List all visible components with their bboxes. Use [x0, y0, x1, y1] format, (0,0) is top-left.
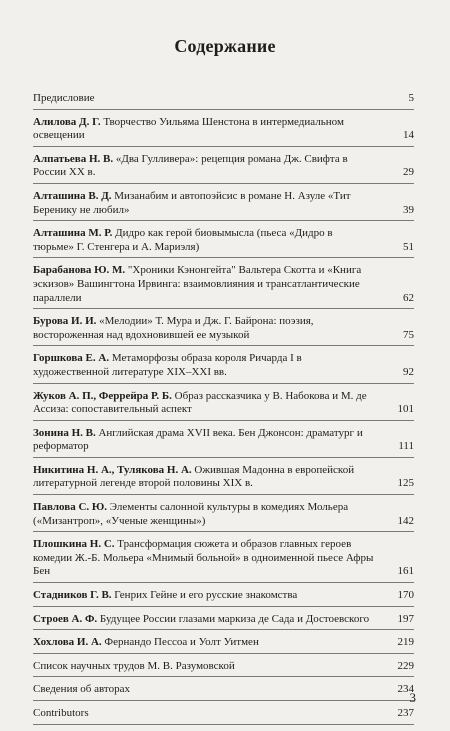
toc-entry-title: Мизанабим и автопоэйсис в романе Н. Азуле «Тит Беренику не любил» — [33, 189, 351, 216]
toc-entry-author: Строев А. Ф. — [33, 612, 98, 625]
toc-entry-page: 75 — [403, 328, 414, 341]
toc-entry-page: 237 — [397, 707, 414, 719]
divider — [33, 582, 414, 583]
toc-entry — [33, 464, 414, 491]
divider — [33, 629, 414, 630]
toc-entry-page: 51 — [403, 240, 414, 253]
toc-entry-page: 197 — [397, 612, 414, 625]
toc-entry — [33, 227, 414, 254]
toc-entry-title: Предисловие — [33, 92, 95, 104]
toc-entry-text — [33, 427, 414, 454]
toc-entry-text — [33, 636, 414, 650]
divider — [33, 220, 414, 221]
toc-entry-author: Алташина М. Р. — [33, 227, 113, 240]
divider — [33, 345, 414, 346]
page-title: Содержание — [174, 36, 276, 56]
divider — [33, 606, 414, 607]
toc-entry-text — [33, 660, 414, 674]
toc-entry-page: 101 — [397, 403, 414, 416]
toc-entry-title: Contributors — [33, 707, 89, 719]
toc-entry — [33, 683, 414, 697]
toc-entry-title: Сведения об авторах — [33, 683, 130, 696]
toc-entry — [33, 352, 414, 379]
divider — [33, 257, 414, 258]
toc-entry-page: 125 — [397, 477, 414, 490]
toc-entry-author: Плошкина Н. С. — [33, 538, 115, 551]
toc-entry-title: "Хроники Кэнонгейта" Вальтера Скотта и «Книга эскизов» Вашингтона Ирвинга: взаимовлияния и трансатлантические параллели — [33, 264, 362, 304]
toc-entry-text — [33, 464, 414, 491]
toc-entry-author: Зонина Н. В. — [33, 426, 96, 439]
toc-entry-page: 111 — [398, 440, 414, 453]
toc-entry-text — [33, 501, 414, 528]
toc-entry-author: Алпатьева Н. В. — [33, 152, 114, 165]
toc-entry-title: Фернандо Пессоа и Уолт Уитмен — [104, 636, 259, 649]
toc-entry-page: 142 — [397, 514, 414, 527]
toc-entry — [33, 92, 414, 106]
toc-entry-author: Никитина Н. А., Тулякова Н. А. — [33, 463, 192, 476]
toc-entry-author: Жуков А. П., Феррейра Р. Б. — [33, 389, 172, 402]
toc-entry — [33, 707, 414, 721]
toc-entry-page: 29 — [403, 166, 414, 179]
divider — [33, 653, 414, 654]
toc-entry-page: 5 — [408, 92, 414, 104]
toc-entry-text — [33, 589, 414, 603]
toc-entry-title: Дидро как герой биовымысла (пьеса «Дидро в тюрьме» Г. Стенгера и А. Мариэля) — [33, 227, 333, 253]
divider — [33, 109, 414, 110]
toc-entry-page: 234 — [397, 683, 414, 696]
toc-entry-page: 39 — [403, 203, 414, 216]
toc-entry-text — [33, 116, 414, 143]
toc-entry-title: Будущее России глазами маркиза де Сада и Достоевского — [99, 612, 370, 625]
toc-entry-author: Хохлова И. А. — [33, 636, 102, 649]
toc-entry-page: 92 — [403, 365, 414, 378]
toc-entry — [33, 501, 414, 528]
toc-entry-text — [33, 153, 414, 180]
toc-entry-author: Барабанова Ю. М. — [33, 264, 126, 277]
divider — [33, 183, 414, 184]
toc-entry-author: Алилова Д. Г. — [33, 115, 101, 128]
toc-entry-title: Ожившая Мадонна в европейской литературной легенде второй половины XIX в. — [33, 463, 355, 490]
toc-entry-title: Образ рассказчика у В. Набокова и М. де Ассиза: сопоставительный аспект — [33, 389, 367, 416]
toc-entry-text — [33, 683, 414, 697]
toc-entry — [33, 153, 414, 180]
divider — [33, 724, 414, 725]
toc-entry-title: «Мелодии» Т. Мура и Дж. Г. Байрона: поэзия, востороженная над вдохновившей ее музыкой — [33, 315, 314, 341]
divider — [33, 308, 414, 309]
toc-entry — [33, 538, 414, 579]
divider — [33, 383, 414, 384]
toc-entry-title: Трансформация сюжета и образов главных героев комедии Ж.-Б. Мольера «Мнимый больной» в одноименной пьесе Афры Бен — [33, 538, 374, 578]
toc-entry-page: 161 — [397, 565, 414, 578]
toc-entry-text — [33, 613, 414, 627]
divider — [33, 457, 414, 458]
toc-entry-author: Павлова С. Ю. — [33, 501, 108, 514]
toc-entry-text — [33, 707, 414, 721]
toc-entry-page: 170 — [397, 589, 414, 602]
toc-entry-text — [33, 352, 414, 379]
toc-entry-title: Английская драма XVII века. Бен Джонсон: драматург и реформатор — [33, 426, 363, 453]
toc-entry-text — [33, 227, 414, 254]
toc-entry-page: 219 — [397, 636, 414, 649]
toc-entry-author: Стадников Г. В. — [33, 589, 112, 602]
table-of-contents — [33, 92, 414, 731]
toc-entry — [33, 636, 414, 650]
divider — [33, 420, 414, 421]
toc-entry-text — [33, 264, 414, 305]
divider — [33, 494, 414, 495]
toc-entry-title: «Два Гулливера»: рецепция романа Дж. Свифта в России XX в. — [33, 152, 348, 179]
toc-entry-page: 229 — [397, 659, 414, 672]
toc-entry — [33, 116, 414, 143]
toc-entry — [33, 390, 414, 417]
divider — [33, 700, 414, 701]
page-number: 3 — [409, 690, 416, 705]
toc-entry-text — [33, 390, 414, 417]
toc-entry — [33, 264, 414, 305]
toc-entry — [33, 589, 414, 603]
toc-entry-text — [33, 315, 414, 342]
toc-entry-author: Горшкова Е. А. — [33, 352, 110, 365]
divider — [33, 146, 414, 147]
divider — [33, 531, 414, 532]
toc-entry-title: Генрих Гейне и его русские знакомства — [114, 589, 298, 602]
toc-entry — [33, 315, 414, 342]
toc-entry-title: Метаморфозы образа короля Ричарда I в художественной литературе XIX–XXI вв. — [33, 352, 302, 378]
toc-entry-author: Бурова И. И. — [33, 315, 97, 328]
toc-entry-text — [33, 538, 414, 579]
divider — [33, 676, 414, 677]
toc-entry-page: 62 — [403, 291, 414, 304]
toc-entry-title: Творчество Уильяма Шенстона в интермедиальном освещении — [33, 115, 344, 142]
toc-entry — [33, 427, 414, 454]
toc-entry — [33, 190, 414, 217]
toc-entry-text — [33, 92, 414, 106]
toc-entry-author: Алташина В. Д. — [33, 189, 112, 202]
toc-entry-page: 14 — [403, 129, 414, 142]
toc-entry-title: Список научных трудов М. В. Разумовской — [33, 659, 235, 672]
toc-entry — [33, 613, 414, 627]
toc-entry-title: Элементы салонной культуры в комедиях Мольера («Мизантроп», «Ученые женщины») — [33, 501, 349, 527]
toc-entry-text — [33, 190, 414, 217]
toc-entry — [33, 660, 414, 674]
